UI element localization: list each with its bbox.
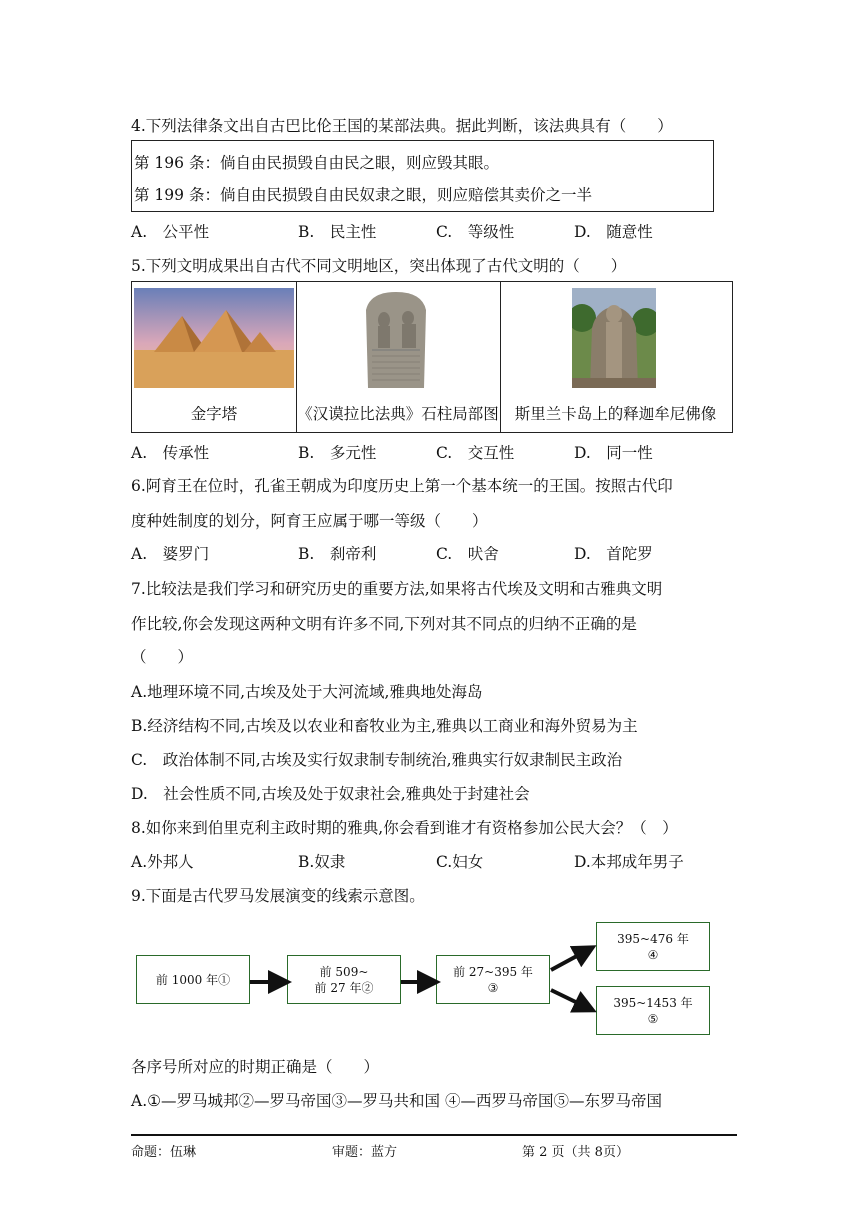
q7-stem-line2: 作比较,你会发现这两种文明有许多不同,下列对其不同点的归纳不正确的是 [131, 615, 637, 633]
footer-page-number: 第 2 页（共 8页） [522, 1145, 629, 1160]
q6-option-a: A. 婆罗门 [131, 545, 210, 563]
arrow-3-to-4 [551, 951, 586, 970]
q9-box-3-line2: ③ [487, 980, 499, 995]
q7-option-b: B.经济结构不同,古埃及以农业和畜牧业为主,雅典以工商业和海外贸易为主 [131, 717, 638, 735]
q5-option-c: C. 交互性 [436, 444, 515, 462]
q5-option-d: D. 同一性 [574, 444, 653, 462]
q4-stem: 4.下列法律条文出自古巴比伦王国的某部法典。据此判断，该法典具有（ ） [131, 117, 673, 135]
q5-option-a: A. 传承性 [131, 444, 210, 462]
q5-caption-pyramid: 金字塔 [190, 405, 238, 423]
footer-reviewer: 审题：蓝方 [332, 1145, 398, 1160]
q9-option-a: A.①—罗马城邦②—罗马帝国③—罗马共和国 ④—西罗马帝国⑤—东罗马帝国 [131, 1092, 662, 1110]
q7-option-c: C. 政治体制不同,古埃及实行奴隶制专制统治,雅典实行奴隶制民主政治 [131, 751, 623, 769]
q6-option-d: D. 首陀罗 [574, 545, 653, 563]
arrow-3-to-5 [551, 990, 586, 1007]
q6-stem-line1: 6.阿育王在位时，孔雀王朝成为印度历史上第一个基本统一的王国。按照古代印 [131, 477, 673, 495]
q4-law-199: 第 199 条：倘自由民损毁自由民奴隶之眼，则应赔偿其卖价之一半 [134, 186, 592, 204]
q4-law-196: 第 196 条：倘自由民损毁自由民之眼，则应毁其眼。 [134, 154, 499, 172]
q7-option-d: D. 社会性质不同,古埃及处于奴隶社会,雅典处于封建社会 [131, 785, 530, 803]
q8-option-d: D.本邦成年男子 [574, 853, 684, 871]
q9-box-2-line1: 前 509~ [319, 964, 369, 979]
q5-caption-buddha: 斯里兰卡岛上的释迦牟尼佛像 [514, 405, 717, 423]
q9-question: 各序号所对应的时期正确是（ ） [131, 1058, 380, 1076]
q6-option-b: B. 刹帝利 [298, 545, 377, 563]
q4-option-d: D. 随意性 [574, 223, 653, 241]
q4-option-b: B. 民主性 [298, 223, 377, 241]
q8-option-a: A.外邦人 [131, 853, 194, 871]
q6-option-c: C. 吠舍 [436, 545, 499, 563]
q5-stem: 5.下列文明成果出自古代不同文明地区，突出体现了古代文明的（ ） [131, 257, 627, 275]
q9-box-1-text: 前 1000 年① [155, 972, 231, 987]
q9-box-3-line1: 前 27~395 年 [453, 964, 533, 979]
footer-divider [131, 1134, 737, 1136]
q8-stem: 8.如你来到伯里克利主政时期的雅典,你会看到谁才有资格参加公民大会？（ ） [131, 819, 678, 837]
q4-option-a: A. 公平性 [131, 223, 210, 241]
q6-stem-line2: 度种姓制度的划分，阿育王应属于哪一等级（ ） [131, 512, 488, 530]
q4-option-c: C. 等级性 [436, 223, 515, 241]
q7-option-a: A.地理环境不同,古埃及处于大河流域,雅典地处海岛 [131, 683, 483, 701]
q5-caption-stele: 《汉谟拉比法典》石柱局部图 [297, 405, 499, 423]
footer-author: 命题：伍琳 [131, 1145, 197, 1160]
q9-box-5-line2: ⑤ [647, 1011, 659, 1026]
q8-option-b: B.奴隶 [298, 853, 346, 871]
q7-stem-line1: 7.比较法是我们学习和研究历史的重要方法,如果将古代埃及文明和古雅典文明 [131, 580, 663, 598]
q8-option-c: C.妇女 [436, 853, 484, 871]
q9-stem: 9.下面是古代罗马发展演变的线索示意图。 [131, 887, 425, 905]
q5-option-b: B. 多元性 [298, 444, 377, 462]
q7-stem-line3: （ ） [131, 648, 194, 666]
q9-box-5-line1: 395~1453 年 [613, 995, 693, 1010]
q9-box-2-line2: 前 27 年② [314, 980, 374, 995]
q9-box-4-line2: ④ [647, 947, 659, 962]
q9-box-4-line1: 395~476 年 [617, 931, 689, 946]
